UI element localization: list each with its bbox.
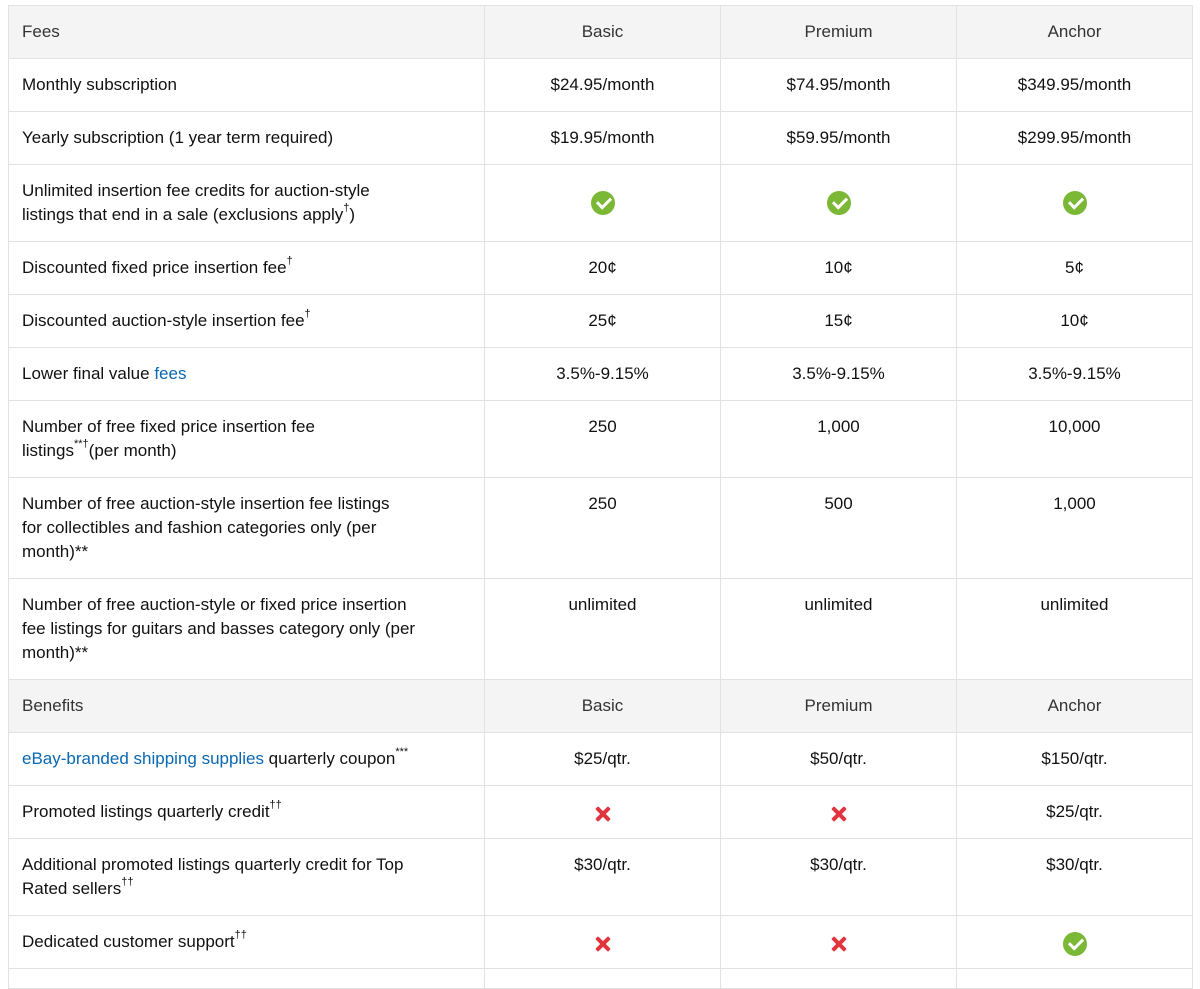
table-row [9,916,1193,969]
basic-cell [485,295,721,348]
premium-cell [721,348,957,401]
table-row [9,348,1193,401]
row-label: Lower final value fees [22,364,187,383]
anchor-cell [957,401,1193,478]
plan-header-anchor: Anchor [957,6,1193,59]
premium-cell [721,165,957,242]
basic-cell [485,969,721,989]
premium-cell [721,916,957,969]
anchor-cell [957,112,1193,165]
premium-value: unlimited [804,595,873,614]
anchor-cell [957,969,1193,989]
anchor-cell [957,165,1193,242]
row-label: Yearly subscription (1 year term required) [22,128,334,147]
benefits-header-row [9,680,1193,733]
row-label-cell [9,916,485,969]
premium-value: $59.95/month [786,128,891,147]
table-row [9,969,1193,989]
anchor-value: $349.95/month [1017,75,1132,94]
cross-icon [593,804,613,824]
row-label-cell [9,733,485,786]
premium-value: 3.5%-9.15% [792,364,885,383]
row-label-cell [9,969,485,989]
fees-link[interactable]: fees [154,364,187,383]
row-label: Promoted listings quarterly credit†† [22,799,282,821]
table-row [9,786,1193,839]
table-row [9,579,1193,680]
row-label: Unlimited insertion fee credits for auction-style listings that end in a sale (exclusions apply†) [22,181,370,224]
row-label-cell [9,295,485,348]
basic-cell [485,165,721,242]
premium-cell [721,579,957,680]
cross-icon [829,934,849,954]
cross-icon [593,934,613,954]
basic-cell [485,733,721,786]
anchor-cell [957,839,1193,916]
basic-cell [485,59,721,112]
row-label: Additional promoted listings quarterly credit for Top Rated sellers†† [22,855,404,898]
anchor-value: $299.95/month [1017,128,1132,147]
anchor-cell [957,579,1193,680]
table-row [9,839,1193,916]
basic-value: $24.95/month [550,75,655,94]
anchor-value: unlimited [1040,595,1109,614]
anchor-value: 10¢ [1060,311,1089,330]
row-label: eBay-branded shipping supplies quarterly coupon*** [22,746,409,768]
row-label-cell [9,786,485,839]
basic-value: $30/qtr. [574,855,631,874]
plan-comparison [8,5,1192,989]
anchor-cell [957,733,1193,786]
premium-value: $50/qtr. [810,749,867,768]
anchor-cell [957,59,1193,112]
row-label-cell [9,401,485,478]
basic-value: unlimited [568,595,637,614]
anchor-value: 1,000 [1053,494,1096,513]
row-label-cell [9,242,485,295]
row-label-cell [9,579,485,680]
row-label-cell [9,112,485,165]
fees-header-cell [9,6,485,59]
premium-value: 500 [824,494,853,513]
anchor-value: $30/qtr. [1046,855,1103,874]
table-row [9,733,1193,786]
row-label: Number of free auction-style insertion fee listings for collectibles and fashion categories only (per month)** [22,494,390,561]
row-label: Dedicated customer support†† [22,929,247,951]
table-row [9,295,1193,348]
row-label-cell [9,839,485,916]
basic-value: $25/qtr. [574,749,631,768]
basic-cell [485,916,721,969]
basic-value: 3.5%-9.15% [556,364,649,383]
fees-header-label: Fees [22,22,60,41]
table-row [9,165,1193,242]
anchor-value: 3.5%-9.15% [1028,364,1121,383]
row-label: Number of free fixed price insertion fee listings**†(per month) [22,417,315,460]
basic-value: 20¢ [588,258,617,277]
plan-header-premium: Premium [721,6,957,59]
premium-cell [721,59,957,112]
premium-cell [721,401,957,478]
anchor-value: 10,000 [1048,417,1101,436]
premium-cell [721,242,957,295]
row-label: Discounted fixed price insertion fee† [22,255,293,277]
basic-cell [485,242,721,295]
fees-header-row [9,6,1193,59]
table-row [9,242,1193,295]
basic-cell [485,112,721,165]
anchor-value: 5¢ [1065,258,1084,277]
table-row [9,59,1193,112]
basic-cell [485,839,721,916]
anchor-cell [957,242,1193,295]
benefits-header-cell [9,680,485,733]
row-label-cell [9,165,485,242]
premium-cell [721,969,957,989]
basic-cell [485,786,721,839]
check-icon [1063,932,1087,956]
anchor-cell [957,295,1193,348]
premium-cell [721,733,957,786]
premium-value: 15¢ [824,311,853,330]
anchor-cell [957,916,1193,969]
table-row [9,478,1193,579]
premium-value: $30/qtr. [810,855,867,874]
basic-value: 25¢ [588,311,617,330]
basic-cell [485,348,721,401]
premium-cell [721,839,957,916]
check-icon [827,191,851,215]
premium-cell [721,295,957,348]
row-label-cell [9,59,485,112]
anchor-cell [957,478,1193,579]
premium-cell [721,478,957,579]
shipping-supplies-link[interactable]: eBay-branded shipping supplies [22,749,264,768]
anchor-value: $25/qtr. [1046,802,1103,821]
table-row [9,401,1193,478]
plan-header-anchor: Anchor [957,680,1193,733]
row-label: Discounted auction-style insertion fee† [22,308,311,330]
anchor-value: $150/qtr. [1041,749,1108,768]
row-label: Monthly subscription [22,75,177,94]
premium-cell [721,786,957,839]
anchor-cell [957,786,1193,839]
check-icon [591,191,615,215]
row-label-cell [9,478,485,579]
basic-value: $19.95/month [550,128,655,147]
check-icon [1063,191,1087,215]
plan-comparison-table [8,5,1193,989]
premium-value: $74.95/month [786,75,891,94]
plan-header-basic: Basic [485,6,721,59]
basic-cell [485,579,721,680]
premium-cell [721,112,957,165]
table-row [9,112,1193,165]
premium-value: 10¢ [824,258,853,277]
basic-value: 250 [588,417,617,436]
row-label: Number of free auction-style or fixed price insertion fee listings for guitars and basses category only (per month)** [22,595,416,662]
basic-cell [485,401,721,478]
premium-value: 1,000 [817,417,860,436]
plan-header-basic: Basic [485,680,721,733]
benefits-header-label: Benefits [22,696,84,715]
basic-cell [485,478,721,579]
anchor-cell [957,348,1193,401]
basic-value: 250 [588,494,617,513]
cross-icon [829,804,849,824]
plan-header-premium: Premium [721,680,957,733]
row-label-cell [9,348,485,401]
